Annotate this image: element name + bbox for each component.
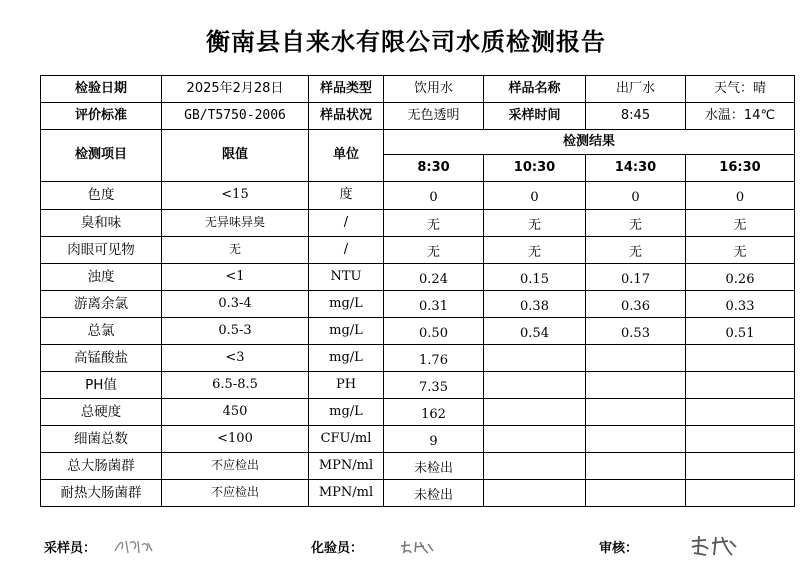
col-header-time: 14:30 <box>586 155 686 182</box>
sampler-label: 采样员： <box>44 541 97 556</box>
result-cell: 无 <box>686 237 795 264</box>
result-cell: 无 <box>484 210 586 237</box>
test-item: 游离余氯 <box>41 291 162 318</box>
table-row <box>41 372 795 399</box>
unit-value: MPN/ml <box>309 480 384 507</box>
test-item: 色度 <box>41 182 162 210</box>
test-item: 臭和味 <box>41 210 162 237</box>
unit-value: mg/L <box>309 291 384 318</box>
result-cell <box>484 345 586 372</box>
result-cell: 0.33 <box>686 291 795 318</box>
limit-value: <1 <box>162 264 309 291</box>
label-sample-type: 样品类型 <box>309 76 384 103</box>
water-temperature: 水温：14℃ <box>686 103 795 130</box>
unit-value: / <box>309 210 384 237</box>
limit-value: 6.5-8.5 <box>162 372 309 399</box>
result-cell: 0.38 <box>484 291 586 318</box>
result-cell: 无 <box>586 210 686 237</box>
col-header-item: 检测项目 <box>41 130 162 182</box>
result-cell <box>686 345 795 372</box>
test-item: 浊度 <box>41 264 162 291</box>
result-cell: 7.35 <box>384 372 484 399</box>
tester-signature <box>398 536 438 558</box>
value-sample-type: 饮用水 <box>384 76 484 103</box>
result-cell <box>586 426 686 453</box>
table-row <box>41 480 795 507</box>
col-header-limit: 限值 <box>162 130 309 182</box>
unit-value: mg/L <box>309 345 384 372</box>
result-cell: 0.17 <box>586 264 686 291</box>
result-cell: 162 <box>384 399 484 426</box>
result-cell <box>686 453 795 480</box>
report-title: 衡南县自来水有限公司水质检测报告 <box>206 27 606 56</box>
result-cell: 0 <box>484 182 586 210</box>
result-cell <box>484 372 586 399</box>
unit-value: mg/L <box>309 399 384 426</box>
limit-value: <15 <box>162 182 309 210</box>
value-test-date: 2025年2月28日 <box>162 76 309 103</box>
result-cell: 无 <box>384 237 484 264</box>
water-quality-table <box>40 75 795 507</box>
test-item: PH值 <box>41 372 162 399</box>
result-cell: 0.26 <box>686 264 795 291</box>
unit-value: PH <box>309 372 384 399</box>
unit-value: MPN/ml <box>309 453 384 480</box>
result-cell: 0.50 <box>384 318 484 345</box>
header-row-2 <box>41 103 795 130</box>
column-header-row-1 <box>41 130 795 155</box>
sampler-signature <box>112 535 156 557</box>
result-cell: 0.15 <box>484 264 586 291</box>
result-cell <box>484 399 586 426</box>
result-cell: 0 <box>686 182 795 210</box>
label-test-date: 检验日期 <box>41 76 162 103</box>
limit-value: 不应检出 <box>162 453 309 480</box>
test-item: 总大肠菌群 <box>41 453 162 480</box>
table-row <box>41 399 795 426</box>
result-cell <box>484 426 586 453</box>
result-cell: 0.51 <box>686 318 795 345</box>
result-cell: 0.54 <box>484 318 586 345</box>
tester-label: 化验员： <box>311 541 364 556</box>
test-item: 总硬度 <box>41 399 162 426</box>
result-cell <box>586 399 686 426</box>
result-cell <box>586 453 686 480</box>
test-item: 细菌总数 <box>41 426 162 453</box>
header-row-1 <box>41 76 795 103</box>
table-row <box>41 426 795 453</box>
result-cell: 9 <box>384 426 484 453</box>
col-header-results: 检测结果 <box>384 130 795 155</box>
reviewer-signature <box>688 533 742 559</box>
result-cell: 无 <box>686 210 795 237</box>
limit-value: 无 <box>162 237 309 264</box>
result-cell <box>586 480 686 507</box>
limit-value: 不应检出 <box>162 480 309 507</box>
result-cell <box>586 372 686 399</box>
unit-value: mg/L <box>309 318 384 345</box>
result-cell: 未检出 <box>384 453 484 480</box>
result-cell: 0.24 <box>384 264 484 291</box>
result-cell <box>586 345 686 372</box>
weather: 天气：晴 <box>686 76 795 103</box>
result-cell: 无 <box>484 237 586 264</box>
table-row <box>41 264 795 291</box>
col-header-time: 8:30 <box>384 155 484 182</box>
limit-value: 0.3-4 <box>162 291 309 318</box>
test-item: 总氯 <box>41 318 162 345</box>
table-row <box>41 345 795 372</box>
col-header-time: 10:30 <box>484 155 586 182</box>
reviewer-label: 审核： <box>599 541 639 556</box>
result-cell <box>686 426 795 453</box>
table-row <box>41 318 795 345</box>
col-header-time: 16:30 <box>686 155 795 182</box>
test-item: 耐热大肠菌群 <box>41 480 162 507</box>
result-cell: 1.76 <box>384 345 484 372</box>
col-header-unit: 单位 <box>309 130 384 182</box>
table-row <box>41 210 795 237</box>
test-item: 高锰酸盐 <box>41 345 162 372</box>
table-row <box>41 182 795 210</box>
table-row <box>41 237 795 264</box>
result-cell: 0.36 <box>586 291 686 318</box>
result-cell: 无 <box>384 210 484 237</box>
result-cell <box>686 480 795 507</box>
result-cell: 未检出 <box>384 480 484 507</box>
result-cell: 0 <box>384 182 484 210</box>
limit-value: 450 <box>162 399 309 426</box>
unit-value: / <box>309 237 384 264</box>
value-sample-name: 出厂水 <box>586 76 686 103</box>
table-row <box>41 453 795 480</box>
limit-value: <100 <box>162 426 309 453</box>
result-cell <box>484 480 586 507</box>
result-cell: 0.31 <box>384 291 484 318</box>
label-sample-name: 样品名称 <box>484 76 586 103</box>
label-sampling-time: 采样时间 <box>484 103 586 130</box>
result-cell <box>686 372 795 399</box>
limit-value: 0.5-3 <box>162 318 309 345</box>
unit-value: NTU <box>309 264 384 291</box>
unit-value: CFU/ml <box>309 426 384 453</box>
value-standard: GB/T5750-2006 <box>162 103 309 130</box>
limit-value: 无异味异臭 <box>162 210 309 237</box>
signature-footer <box>0 535 812 565</box>
result-cell: 无 <box>586 237 686 264</box>
value-sample-condition: 无色透明 <box>384 103 484 130</box>
value-sampling-time: 8:45 <box>586 103 686 130</box>
limit-value: <3 <box>162 345 309 372</box>
result-cell: 0 <box>586 182 686 210</box>
result-cell <box>686 399 795 426</box>
label-sample-condition: 样品状况 <box>309 103 384 130</box>
label-standard: 评价标准 <box>41 103 162 130</box>
unit-value: 度 <box>309 182 384 210</box>
result-cell <box>484 453 586 480</box>
test-item: 肉眼可见物 <box>41 237 162 264</box>
table-row <box>41 291 795 318</box>
result-cell: 0.53 <box>586 318 686 345</box>
